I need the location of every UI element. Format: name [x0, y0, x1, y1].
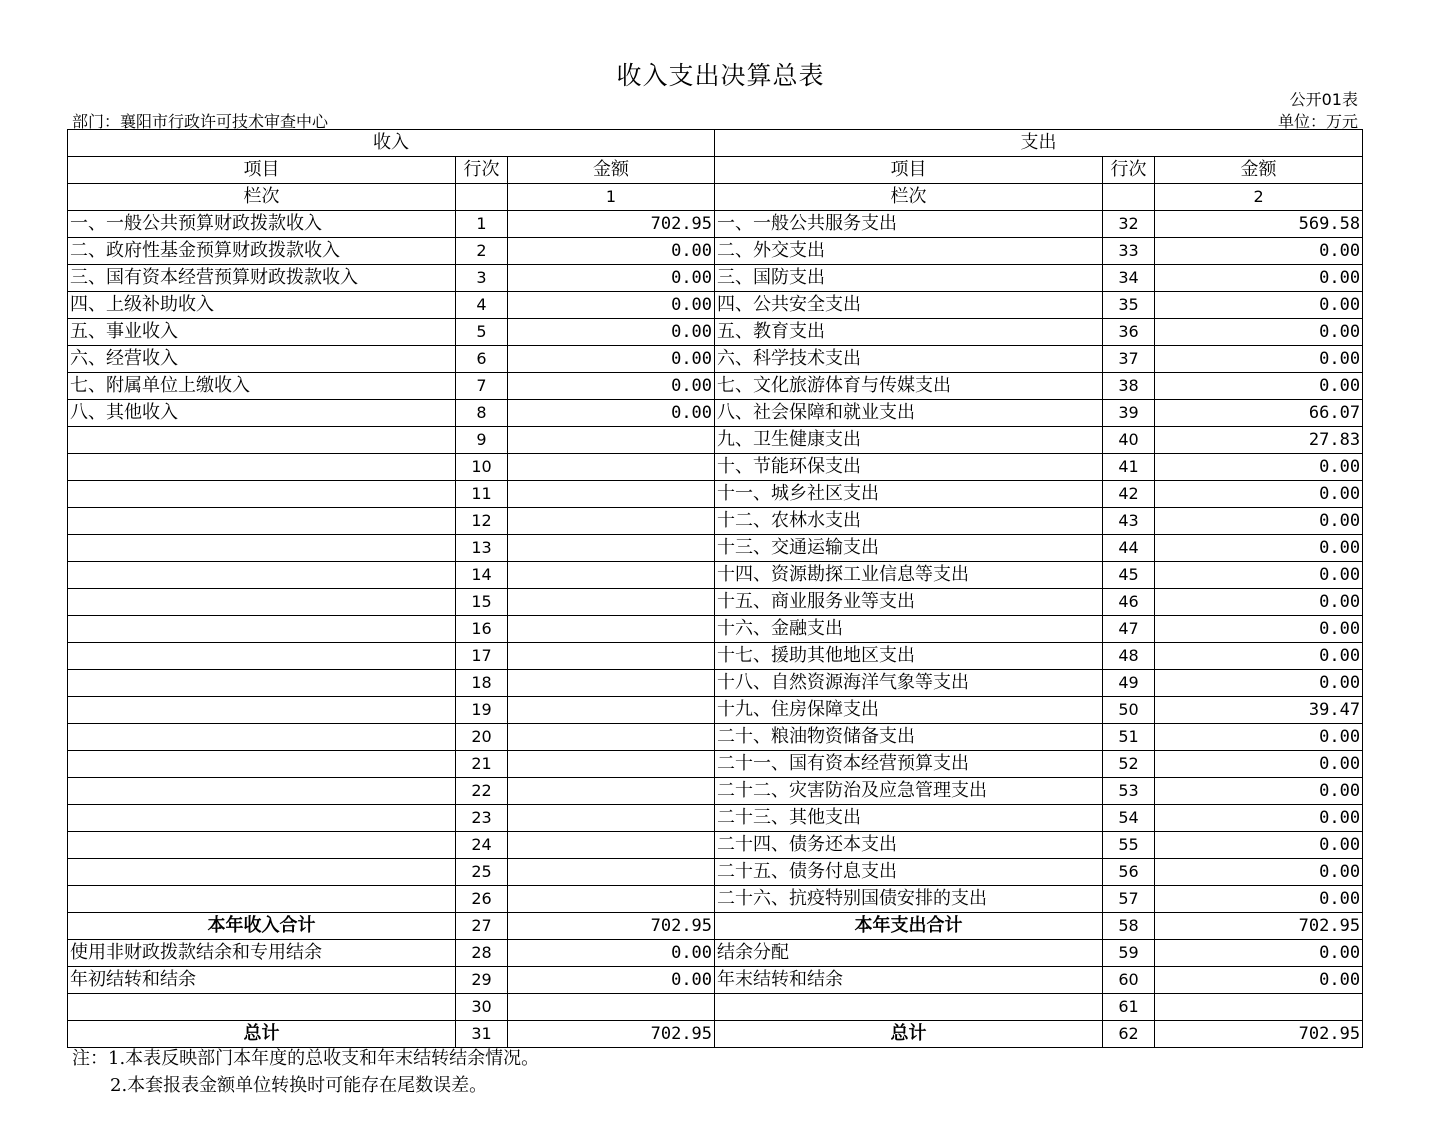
- income-row-number: 10: [456, 454, 508, 481]
- income-item: [68, 670, 456, 697]
- unit-label: 单位：万元: [1277, 112, 1358, 131]
- expense-amount: 0.00: [1155, 832, 1363, 859]
- expense-amount: 0.00: [1155, 319, 1363, 346]
- income-item: 使用非财政拨款结余和专用结余: [68, 940, 456, 967]
- expense-row-number: 33: [1103, 238, 1155, 265]
- income-item: 本年收入合计: [68, 913, 456, 940]
- income-amount: 0.00: [508, 373, 715, 400]
- table-row: [68, 562, 1363, 589]
- expense-amount: 0.00: [1155, 535, 1363, 562]
- income-amount: 0.00: [508, 940, 715, 967]
- expense-amount: 0.00: [1155, 778, 1363, 805]
- income-row-number: 2: [456, 238, 508, 265]
- expense-row-number: 52: [1103, 751, 1155, 778]
- footnotes: [72, 1045, 539, 1099]
- table-row: [68, 751, 1363, 778]
- income-amount-header: 金额: [508, 157, 715, 184]
- income-item: 总计: [68, 1021, 456, 1048]
- income-row-number: 26: [456, 886, 508, 913]
- income-row-number: 19: [456, 697, 508, 724]
- expense-item: 二十一、国有资本经营预算支出: [715, 751, 1103, 778]
- expense-row-number: 51: [1103, 724, 1155, 751]
- table-row: [68, 832, 1363, 859]
- income-amount: [508, 616, 715, 643]
- subtotal-row: [68, 913, 1363, 940]
- income-item: 二、政府性基金预算财政拨款收入: [68, 238, 456, 265]
- income-amount: [508, 427, 715, 454]
- expense-amount: 0.00: [1155, 265, 1363, 292]
- income-amount: [508, 805, 715, 832]
- expense-row-number: 58: [1103, 913, 1155, 940]
- expense-row-number: 36: [1103, 319, 1155, 346]
- income-row-number: 15: [456, 589, 508, 616]
- income-row-number: 18: [456, 670, 508, 697]
- expense-item: 二十三、其他支出: [715, 805, 1103, 832]
- income-amount: 0.00: [508, 967, 715, 994]
- expense-row-number: 37: [1103, 346, 1155, 373]
- expense-item: 九、卫生健康支出: [715, 427, 1103, 454]
- expense-row-number: 61: [1103, 994, 1155, 1021]
- income-expense-table: [67, 129, 1363, 1048]
- income-amount: [508, 724, 715, 751]
- expense-item: 十、节能环保支出: [715, 454, 1103, 481]
- income-row-number: 3: [456, 265, 508, 292]
- table-row: [68, 508, 1363, 535]
- income-row-number: 13: [456, 535, 508, 562]
- income-item: 四、上级补助收入: [68, 292, 456, 319]
- table-row: [68, 670, 1363, 697]
- expense-amount: 0.00: [1155, 643, 1363, 670]
- expense-amount: [1155, 994, 1363, 1021]
- expense-rowno-header: 行次: [1103, 157, 1155, 184]
- expense-item: 十七、援助其他地区支出: [715, 643, 1103, 670]
- income-item: [68, 805, 456, 832]
- expense-amount: 0.00: [1155, 886, 1363, 913]
- table-row: [68, 265, 1363, 292]
- table-row: [68, 778, 1363, 805]
- income-row-number: 21: [456, 751, 508, 778]
- income-item: 六、经营收入: [68, 346, 456, 373]
- income-row-number: 29: [456, 967, 508, 994]
- column-index-row: [68, 184, 1363, 211]
- income-row-number: 4: [456, 292, 508, 319]
- expense-amount: 0.00: [1155, 481, 1363, 508]
- income-item: 八、其他收入: [68, 400, 456, 427]
- income-amount: [508, 589, 715, 616]
- expense-item: 十二、农林水支出: [715, 508, 1103, 535]
- expense-column-number: 2: [1155, 184, 1363, 211]
- income-item: [68, 859, 456, 886]
- income-amount: [508, 481, 715, 508]
- expense-amount: 0.00: [1155, 292, 1363, 319]
- table-row: [68, 535, 1363, 562]
- income-row-number: 23: [456, 805, 508, 832]
- income-item: [68, 589, 456, 616]
- income-amount: [508, 562, 715, 589]
- expense-item-header: 项目: [715, 157, 1103, 184]
- table-row: [68, 400, 1363, 427]
- table-row: [68, 427, 1363, 454]
- income-row-number: 11: [456, 481, 508, 508]
- expense-item: 本年支出合计: [715, 913, 1103, 940]
- expense-row-number: 57: [1103, 886, 1155, 913]
- expense-item: 二十四、债务还本支出: [715, 832, 1103, 859]
- table-row: [68, 994, 1363, 1021]
- expense-amount: 0.00: [1155, 454, 1363, 481]
- expense-item: 十五、商业服务业等支出: [715, 589, 1103, 616]
- expense-amount: 0.00: [1155, 805, 1363, 832]
- income-amount: [508, 697, 715, 724]
- income-row-number: 30: [456, 994, 508, 1021]
- table-row: [68, 454, 1363, 481]
- expense-row-number: 62: [1103, 1021, 1155, 1048]
- expense-row-number: 49: [1103, 670, 1155, 697]
- income-amount: 702.95: [508, 211, 715, 238]
- expense-row-number: 60: [1103, 967, 1155, 994]
- income-row-number: 5: [456, 319, 508, 346]
- expense-item: 十三、交通运输支出: [715, 535, 1103, 562]
- income-amount: [508, 832, 715, 859]
- income-amount: [508, 778, 715, 805]
- expense-row-number: 40: [1103, 427, 1155, 454]
- income-amount: [508, 643, 715, 670]
- income-amount: [508, 508, 715, 535]
- expense-row-number: 42: [1103, 481, 1155, 508]
- expense-amount: 0.00: [1155, 724, 1363, 751]
- income-amount: 0.00: [508, 319, 715, 346]
- income-row-number: 14: [456, 562, 508, 589]
- income-item-header: 项目: [68, 157, 456, 184]
- expense-row-number: 50: [1103, 697, 1155, 724]
- income-item: 五、事业收入: [68, 319, 456, 346]
- income-amount: [508, 535, 715, 562]
- income-amount: 0.00: [508, 346, 715, 373]
- expense-amount: 0.00: [1155, 589, 1363, 616]
- income-amount: 0.00: [508, 238, 715, 265]
- income-row-number: 22: [456, 778, 508, 805]
- income-amount: [508, 886, 715, 913]
- expense-row-number: 48: [1103, 643, 1155, 670]
- column-header-row: [68, 157, 1363, 184]
- department-label: 部门：襄阳市行政许可技术审查中心: [72, 112, 329, 131]
- income-item: [68, 886, 456, 913]
- expense-row-number: 47: [1103, 616, 1155, 643]
- form-code: 公开01表: [1289, 90, 1358, 109]
- income-column-empty: [456, 184, 508, 211]
- table-row: [68, 589, 1363, 616]
- income-item: [68, 562, 456, 589]
- income-column-label: 栏次: [68, 184, 456, 211]
- expense-amount: 0.00: [1155, 373, 1363, 400]
- table-row: [68, 346, 1363, 373]
- income-row-number: 27: [456, 913, 508, 940]
- income-row-number: 24: [456, 832, 508, 859]
- expense-amount-header: 金额: [1155, 157, 1363, 184]
- income-row-number: 16: [456, 616, 508, 643]
- expense-amount: 0.00: [1155, 967, 1363, 994]
- income-amount: [508, 751, 715, 778]
- expense-row-number: 56: [1103, 859, 1155, 886]
- expense-amount: 0.00: [1155, 346, 1363, 373]
- income-row-number: 12: [456, 508, 508, 535]
- expense-amount: 27.83: [1155, 427, 1363, 454]
- expense-item: 二十二、灾害防治及应急管理支出: [715, 778, 1103, 805]
- income-item: [68, 697, 456, 724]
- expense-item: 十一、城乡社区支出: [715, 481, 1103, 508]
- table-row: [68, 697, 1363, 724]
- income-amount: 0.00: [508, 292, 715, 319]
- expense-header: 支出: [715, 130, 1363, 157]
- expense-row-number: 39: [1103, 400, 1155, 427]
- income-row-number: 9: [456, 427, 508, 454]
- expense-item: 二十、粮油物资储备支出: [715, 724, 1103, 751]
- expense-row-number: 55: [1103, 832, 1155, 859]
- expense-item: 结余分配: [715, 940, 1103, 967]
- expense-amount: 39.47: [1155, 697, 1363, 724]
- expense-row-number: 38: [1103, 373, 1155, 400]
- expense-amount: 0.00: [1155, 751, 1363, 778]
- expense-item: 年末结转和结余: [715, 967, 1103, 994]
- income-header: 收入: [68, 130, 715, 157]
- section-header-row: [68, 130, 1363, 157]
- income-item: 年初结转和结余: [68, 967, 456, 994]
- note-1: 注：1.本表反映部门本年度的总收支和年末结转结余情况。: [72, 1048, 540, 1069]
- expense-amount: 0.00: [1155, 508, 1363, 535]
- note-2: 2.本套报表金额单位转换时可能存在尾数误差。: [110, 1075, 488, 1096]
- expense-row-number: 43: [1103, 508, 1155, 535]
- expense-amount: 0.00: [1155, 238, 1363, 265]
- expense-row-number: 44: [1103, 535, 1155, 562]
- income-item: 三、国有资本经营预算财政拨款收入: [68, 265, 456, 292]
- income-item: [68, 535, 456, 562]
- expense-amount: 0.00: [1155, 859, 1363, 886]
- income-row-number: 7: [456, 373, 508, 400]
- expense-row-number: 32: [1103, 211, 1155, 238]
- income-amount: [508, 454, 715, 481]
- expense-column-empty: [1103, 184, 1155, 211]
- income-row-number: 31: [456, 1021, 508, 1048]
- income-row-number: 25: [456, 859, 508, 886]
- income-amount: 0.00: [508, 265, 715, 292]
- income-item: 一、一般公共预算财政拨款收入: [68, 211, 456, 238]
- expense-amount: 0.00: [1155, 670, 1363, 697]
- table-row: [68, 292, 1363, 319]
- income-item: [68, 481, 456, 508]
- table-row: [68, 238, 1363, 265]
- income-item: [68, 724, 456, 751]
- income-row-number: 28: [456, 940, 508, 967]
- expense-item: [715, 994, 1103, 1021]
- expense-amount: 0.00: [1155, 562, 1363, 589]
- income-amount: 702.95: [508, 913, 715, 940]
- income-row-number: 20: [456, 724, 508, 751]
- table-row: [68, 643, 1363, 670]
- expense-row-number: 34: [1103, 265, 1155, 292]
- expense-amount: 702.95: [1155, 913, 1363, 940]
- expense-row-number: 41: [1103, 454, 1155, 481]
- expense-item: 总计: [715, 1021, 1103, 1048]
- expense-item: 十八、自然资源海洋气象等支出: [715, 670, 1103, 697]
- table-row: [68, 373, 1363, 400]
- income-amount: 702.95: [508, 1021, 715, 1048]
- expense-column-label: 栏次: [715, 184, 1103, 211]
- expense-item: 六、科学技术支出: [715, 346, 1103, 373]
- income-amount: 0.00: [508, 400, 715, 427]
- expense-amount: 66.07: [1155, 400, 1363, 427]
- income-row-number: 6: [456, 346, 508, 373]
- income-row-number: 17: [456, 643, 508, 670]
- expense-row-number: 35: [1103, 292, 1155, 319]
- expense-item: 八、社会保障和就业支出: [715, 400, 1103, 427]
- income-row-number: 1: [456, 211, 508, 238]
- expense-amount: 569.58: [1155, 211, 1363, 238]
- table-row: [68, 481, 1363, 508]
- expense-item: 二十六、抗疫特别国债安排的支出: [715, 886, 1103, 913]
- expense-item: 一、一般公共服务支出: [715, 211, 1103, 238]
- table-row: [68, 616, 1363, 643]
- expense-item: 十四、资源勘探工业信息等支出: [715, 562, 1103, 589]
- expense-item: 三、国防支出: [715, 265, 1103, 292]
- income-rowno-header: 行次: [456, 157, 508, 184]
- income-column-number: 1: [508, 184, 715, 211]
- expense-item: 四、公共安全支出: [715, 292, 1103, 319]
- expense-item: 十九、住房保障支出: [715, 697, 1103, 724]
- income-item: [68, 778, 456, 805]
- table-row: [68, 724, 1363, 751]
- expense-row-number: 59: [1103, 940, 1155, 967]
- expense-item: 七、文化旅游体育与传媒支出: [715, 373, 1103, 400]
- expense-row-number: 45: [1103, 562, 1155, 589]
- table-row: [68, 967, 1363, 994]
- expense-amount: 0.00: [1155, 940, 1363, 967]
- table-row: [68, 859, 1363, 886]
- expense-row-number: 53: [1103, 778, 1155, 805]
- income-row-number: 8: [456, 400, 508, 427]
- income-item: [68, 427, 456, 454]
- expense-row-number: 46: [1103, 589, 1155, 616]
- income-amount: [508, 859, 715, 886]
- income-item: [68, 616, 456, 643]
- expense-item: 十六、金融支出: [715, 616, 1103, 643]
- income-amount: [508, 994, 715, 1021]
- income-item: [68, 994, 456, 1021]
- expense-item: 二、外交支出: [715, 238, 1103, 265]
- income-item: [68, 508, 456, 535]
- income-item: [68, 832, 456, 859]
- income-item: 七、附属单位上缴收入: [68, 373, 456, 400]
- table-row: [68, 886, 1363, 913]
- table-row: [68, 319, 1363, 346]
- expense-amount: 702.95: [1155, 1021, 1363, 1048]
- expense-amount: 0.00: [1155, 616, 1363, 643]
- expense-item: 五、教育支出: [715, 319, 1103, 346]
- table-row: [68, 940, 1363, 967]
- table-row: [68, 805, 1363, 832]
- table-row: [68, 211, 1363, 238]
- income-item: [68, 643, 456, 670]
- expense-row-number: 54: [1103, 805, 1155, 832]
- income-amount: [508, 670, 715, 697]
- income-item: [68, 751, 456, 778]
- expense-item: 二十五、债务付息支出: [715, 859, 1103, 886]
- income-item: [68, 454, 456, 481]
- total-row: [68, 1021, 1363, 1048]
- page-title: 收入支出决算总表: [616, 61, 825, 90]
